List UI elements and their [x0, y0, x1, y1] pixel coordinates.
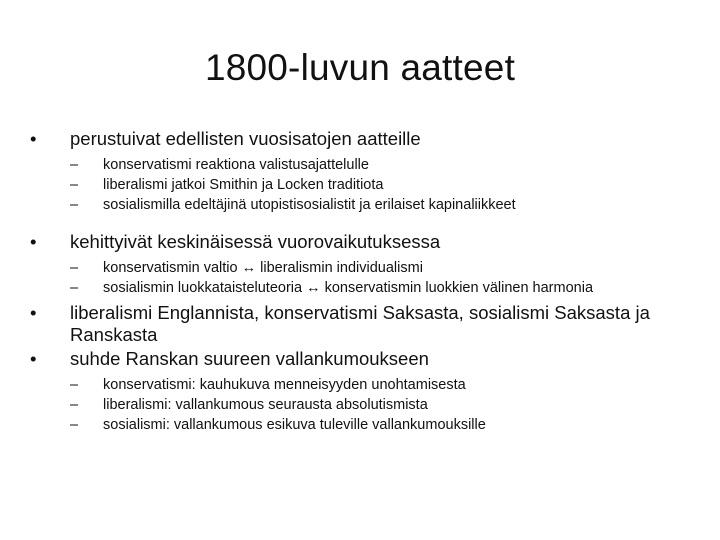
sub-list [70, 377, 690, 434]
slide-content [30, 128, 690, 437]
bullet-item [30, 128, 690, 150]
sub-text: konservatismin valtio ↔ liberalismin individualismi [103, 260, 423, 276]
bullet-text: liberalismi Englannista, konservatismi Saksasta, sosialismi Saksasta ja Ranskasta [70, 302, 650, 345]
sub-item [70, 177, 690, 194]
sub-text: konservatismi reaktiona valistusajattelulle [103, 157, 369, 173]
bullet-text: perustuivat edellisten vuosisatojen aatteille [70, 128, 421, 149]
sub-marker: – [70, 280, 79, 296]
bullet-marker: • [30, 231, 37, 252]
sub-item [70, 417, 690, 434]
sub-marker: – [70, 397, 79, 413]
slide-title: 1800-luvun aatteet [204, 47, 516, 88]
sub-marker: – [70, 197, 79, 213]
sub-marker: – [70, 260, 79, 276]
sub-marker: – [70, 377, 79, 393]
sub-marker: – [70, 417, 79, 433]
sub-item [70, 197, 690, 214]
sub-text: liberalismi jatkoi Smithin ja Locken traditiota [103, 177, 384, 193]
sub-item [70, 280, 690, 297]
sub-marker: – [70, 157, 79, 173]
bullet-marker: • [30, 128, 37, 149]
sub-text: liberalismi: vallankumous seurausta absolutismista [103, 397, 428, 413]
sub-list [70, 157, 690, 214]
sub-marker: – [70, 177, 79, 193]
bullet-item [30, 231, 690, 253]
bullet-text: kehittyivät keskinäisessä vuorovaikutuksessa [70, 231, 441, 252]
bullet-marker: • [30, 302, 37, 323]
sub-item [70, 260, 690, 277]
sub-text: sosialismi: vallankumous esikuva tuleville vallankumouksille [103, 417, 486, 433]
sub-item [70, 157, 690, 174]
bullet-item [30, 302, 690, 346]
sub-text: konservatismi: kauhukuva menneisyyden unohtamisesta [103, 377, 466, 393]
sub-list [70, 260, 690, 297]
sub-text: sosialismin luokkataisteluteoria ↔ konservatismin luokkien välinen harmonia [103, 280, 594, 296]
bullet-item [30, 348, 690, 370]
sub-text: sosialismilla edeltäjinä utopistisosialistit ja erilaiset kapinaliikkeet [103, 197, 516, 213]
bullet-text: suhde Ranskan suureen vallankumoukseen [70, 348, 429, 369]
sub-item [70, 377, 690, 394]
sub-item [70, 397, 690, 414]
bullet-marker: • [30, 348, 37, 369]
